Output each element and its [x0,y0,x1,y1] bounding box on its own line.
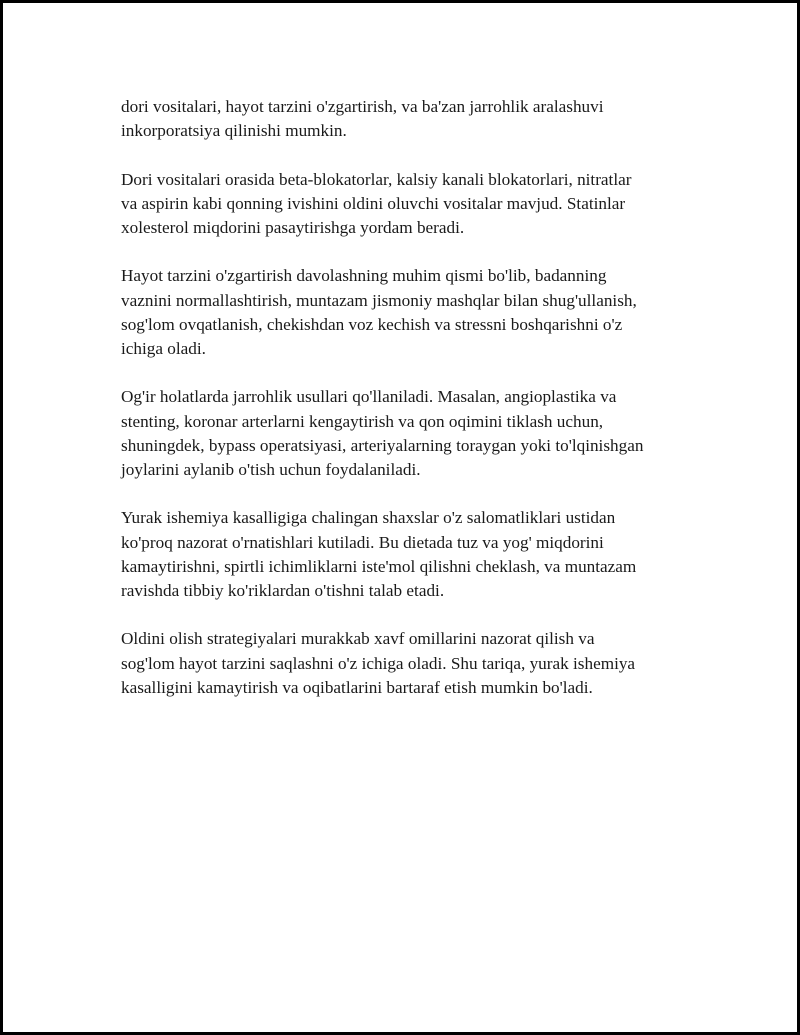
text-line: ravishda tibbiy ko'riklardan o'tishni talab etadi. [121,581,445,600]
text-line: Dori vositalari orasida beta-blokatorlar, kalsiy kanali blokatorlari, nitratlar [121,169,632,189]
document-body [121,95,711,724]
text-line: va aspirin kabi qonning ivishini oldini oluvchi vositalar mavjud. Statinlar [121,193,626,213]
text-line: Og'ir holatlarda jarrohlik usullari qo'llaniladi. Masalan, angioplastika va [121,387,617,407]
text-line: stenting, koronar arterlarni kengaytirish va qon oqimini tiklash uchun, [121,411,604,431]
text-line: ko'proq nazorat o'rnatishlari kutiladi. Bu dietada tuz va yog' miqdorini [121,532,604,552]
text-line: Yurak ishemiya kasalligiga chalingan shaxslar o'z salomatliklari ustidan [121,508,616,528]
paragraph-medications [121,168,711,241]
text-line: joylarini aylanib o'tish uchun foydalaniladi. [121,460,421,479]
paragraph-treatment-intro [121,95,711,143]
text-line: dori vositalari, hayot tarzini o'zgartirish, va ba'zan jarrohlik aralashuvi [121,97,604,116]
text-line: shuningdek, bypass operatsiyasi, arteriyalarning toraygan yoki to'lqinishgan [121,435,644,455]
text-line: Oldini olish strategiyalari murakkab xavf omillarini nazorat qilish va [121,629,595,649]
text-line: Hayot tarzini o'zgartirish davolashning muhim qismi bo'lib, badanning [121,266,607,286]
text-line: kasalligini kamaytirish va oqibatlarini bartaraf etish mumkin bo'ladi. [121,677,593,697]
text-line: inkorporatsiya qilinishi mumkin. [121,121,347,141]
text-line: kamaytirishni, spirtli ichimliklarni iste'mol qilishni cheklash, va muntazam [121,556,637,576]
paragraph-lifestyle [121,264,711,361]
text-line: sog'lom hayot tarzini saqlashni o'z ichiga oladi. Shu tariqa, yurak ishemiya [121,653,636,673]
text-line: vaznini normallashtirish, muntazam jismoniy mashqlar bilan shug'ullanish, [121,290,637,310]
text-line: ichiga oladi. [121,339,206,358]
text-line: xolesterol miqdorini pasaytirishga yordam beradi. [121,218,465,237]
paragraph-surgery [121,385,711,482]
paragraph-prevention [121,627,711,700]
text-line: sog'lom ovqatlanish, chekishdan voz kechish va stressni boshqarishni o'z [121,314,623,334]
paragraph-self-management [121,506,711,603]
